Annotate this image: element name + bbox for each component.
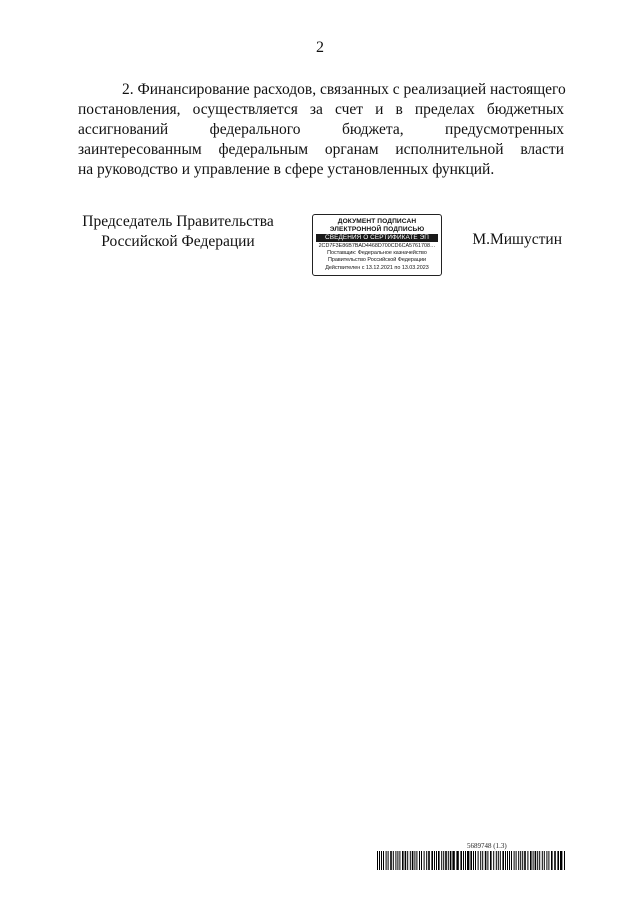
barcode-icon [377,851,565,870]
stamp-validity: Действителен с 13.12.2021 по 13.03.2023 [325,264,429,271]
stamp-owner-line: Правительство Российской Федерации [327,257,426,264]
paragraph-line: 2. Финансирование расходов, связанных с реализацией настоящего [122,81,566,98]
stamp-certificate-bar: СВЕДЕНИЯ О СЕРТИФИКАТЕ ЭП [316,234,438,242]
signatory-title-line: Председатель Правительства [82,213,274,230]
signatory-title [78,212,278,252]
body-paragraph [78,80,564,180]
paragraph-line: заинтересованным федеральным органам исполнительной власти [78,141,564,158]
stamp-heading [313,218,441,233]
page-number: 2 [316,39,324,56]
document-code: 5689748 (1.3) [467,842,507,850]
signer-name: М.Мишустин [472,231,562,248]
electronic-signature-stamp [312,214,442,276]
paragraph-line: постановления, осуществляется за счет и в пределах бюджетных [78,101,564,118]
stamp-heading-line: ДОКУМЕНТ ПОДПИСАН [337,218,417,225]
paragraph-line: на руководство и управление в сфере установленных функций. [78,161,495,178]
stamp-owner-line: Поставщик: Федеральное казначейство [327,250,427,257]
stamp-heading-line: ЭЛЕКТРОННОЙ ПОДПИСЬЮ [329,225,425,233]
stamp-serial: 2CD7F3E86B7BAD4468D700CD6CA5761708… [318,243,436,249]
paragraph-line: ассигнований федерального бюджета, предусмотренных [78,121,564,138]
signatory-title-line: Российской Федерации [101,233,255,250]
